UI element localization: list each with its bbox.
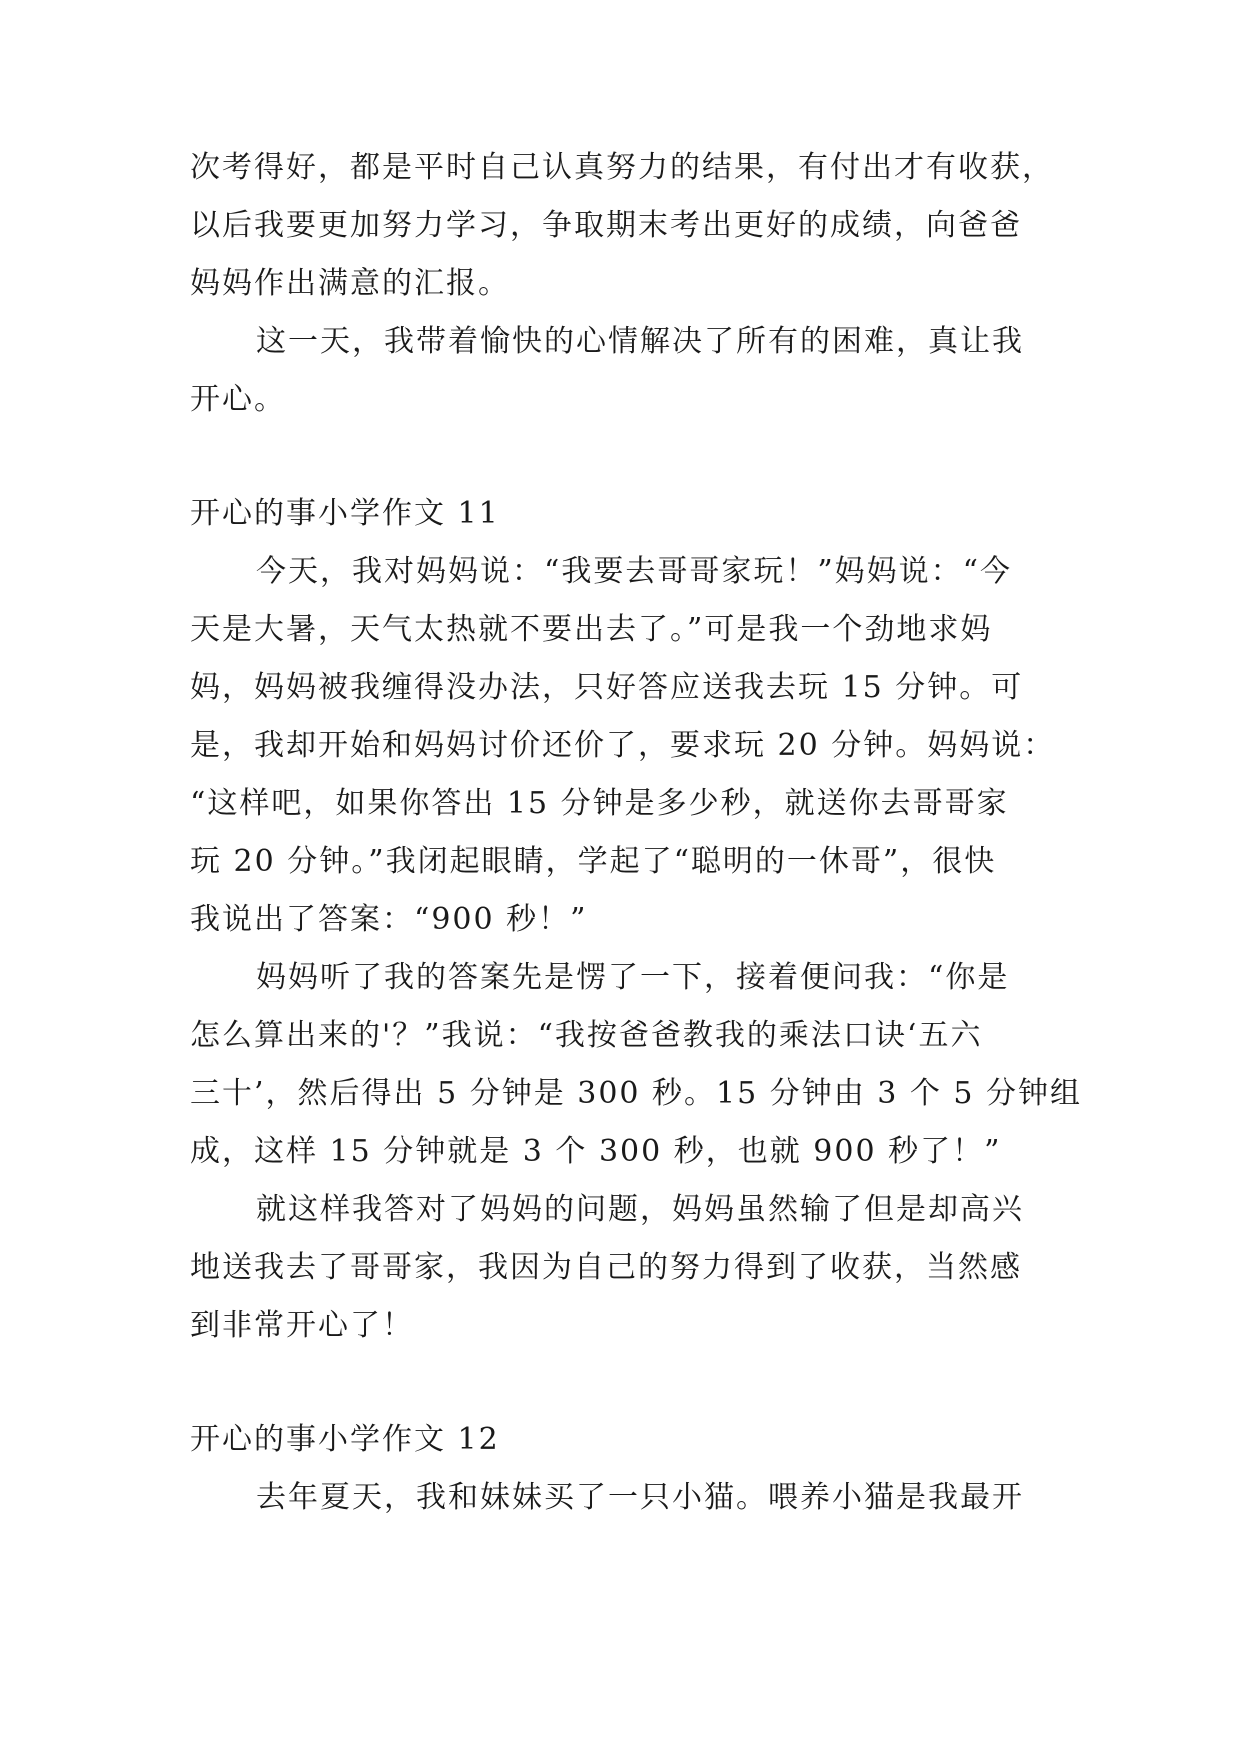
text-line: 地送我去了哥哥家，我因为自己的努力得到了收获，当然感 — [190, 1250, 1022, 1285]
paragraph-first-line: 今天，我对妈妈说：“我要去哥哥家玩！”妈妈说：“今 — [256, 554, 1013, 589]
text-line: 天是大暑，天气太热就不要出去了。”可是我一个劲地求妈 — [190, 612, 993, 647]
text-line: 妈妈作出满意的汇报。 — [190, 266, 510, 301]
text-line: “这样吧，如果你答出 15 分钟是多少秒，就送你去哥哥家 — [190, 786, 1009, 821]
text-line: 到非常开心了！ — [190, 1308, 414, 1343]
text-line: 玩 20 分钟。”我闭起眼睛，学起了“聪明的一休哥”，很快 — [190, 844, 997, 879]
paragraph-first-line: 妈妈听了我的答案先是愣了一下，接着便问我：“你是 — [256, 960, 1010, 995]
text-line: 次考得好，都是平时自己认真努力的结果，有付出才有收获， — [190, 150, 1054, 185]
text-line: 我说出了答案：“900 秒！” — [190, 902, 588, 937]
text-line: 三十’，然后得出 5 分钟是 300 秒。15 分钟由 3 个 5 分钟组 — [190, 1076, 1083, 1111]
paragraph-first-line: 这一天，我带着愉快的心情解决了所有的困难，真让我 — [256, 324, 1024, 359]
text-line: 以后我要更加努力学习，争取期末考出更好的成绩，向爸爸 — [190, 208, 1022, 243]
text-line: 成，这样 15 分钟就是 3 个 300 秒，也就 900 秒了！” — [190, 1134, 1002, 1169]
section-heading-12: 开心的事小学作文 12 — [190, 1422, 500, 1457]
text-line: 怎么算出来的'？”我说：“我按爸爸教我的乘法口诀‘五六 — [190, 1018, 983, 1053]
section-heading-11: 开心的事小学作文 11 — [190, 496, 500, 531]
text-line: 妈，妈妈被我缠得没办法，只好答应送我去玩 15 分钟。可 — [190, 670, 1024, 705]
text-line: 开心。 — [190, 382, 286, 417]
paragraph-first-line: 去年夏天，我和妹妹买了一只小猫。喂养小猫是我最开 — [256, 1480, 1024, 1515]
text-line: 是，我却开始和妈妈讨价还价了，要求玩 20 分钟。妈妈说： — [190, 728, 1056, 763]
paragraph-first-line: 就这样我答对了妈妈的问题，妈妈虽然输了但是却高兴 — [256, 1192, 1024, 1227]
